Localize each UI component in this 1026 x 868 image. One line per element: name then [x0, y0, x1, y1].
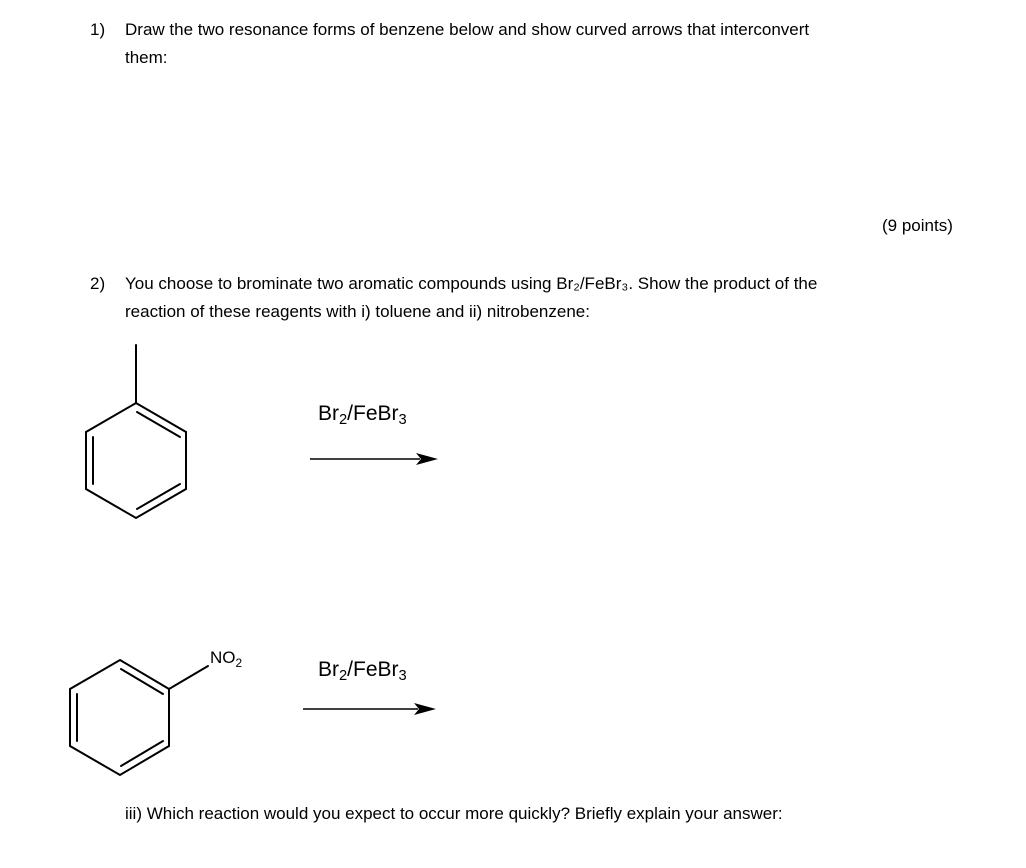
question-2-number: 2)	[90, 274, 106, 293]
toluene-structure	[86, 345, 186, 518]
question-1-number: 1)	[90, 20, 106, 39]
question-1-points: (9 points)	[882, 216, 953, 235]
question-2-part-3: iii) Which reaction would you expect to occur more quickly? Briefly explain your answer:	[125, 804, 783, 823]
question-2-text-line-2: reaction of these reagents with i) toluene and ii) nitrobenzene:	[125, 302, 590, 321]
question-1-text-line-1: Draw the two resonance forms of benzene below and show curved arrows that interconvert	[125, 20, 810, 39]
nitro-bond	[169, 666, 208, 689]
reagent-label-2: $Br_2/FeBr_3$	[318, 658, 407, 684]
nitrobenzene-structure	[70, 660, 208, 775]
nitrobenzene-ring	[70, 660, 169, 775]
reagent-label-1: $Br_2/FeBr_3$	[318, 402, 407, 428]
question-1-text-line-2: them:	[125, 48, 168, 67]
reaction-arrow-1	[310, 453, 438, 465]
toluene-ring	[86, 403, 186, 518]
nitro-group-label: $NO_2$	[210, 648, 243, 670]
reaction-arrow-2	[303, 703, 436, 715]
question-2-text-line-1: You choose to brominate two aromatic compounds using Br₂/FeBr₃. Show the product of the	[125, 274, 818, 293]
